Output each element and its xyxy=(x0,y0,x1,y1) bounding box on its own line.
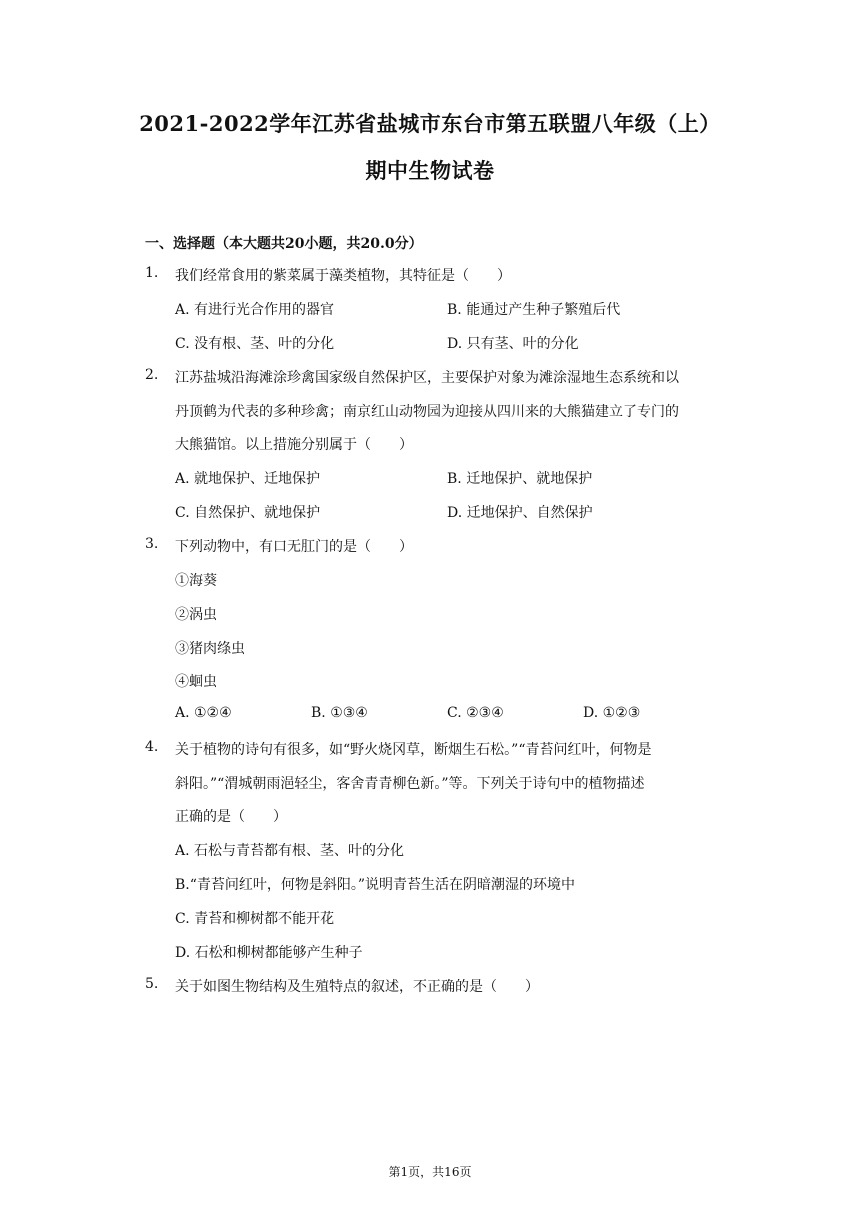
question-3-option-d: D. ①②③ xyxy=(583,705,641,721)
question-4-stem-line-3: 正确的是（ ） xyxy=(175,809,287,825)
question-1-option-b: B. 能通过产生种子繁殖后代 xyxy=(447,302,621,318)
question-2-option-d: D. 迁地保护、自然保护 xyxy=(447,505,593,521)
question-1-number: 1. xyxy=(145,265,159,281)
page-footer: 第1页，共16页 xyxy=(388,1165,472,1179)
question-2-option-b: B. 迁地保护、就地保护 xyxy=(447,471,593,487)
question-5-number: 5. xyxy=(145,976,159,992)
question-3-option-a: A. ①②④ xyxy=(175,705,232,721)
question-2-option-c: C. 自然保护、就地保护 xyxy=(175,505,321,521)
question-1-stem: 我们经常食用的紫菜属于藻类植物，其特征是（ ） xyxy=(175,268,511,284)
question-4-option-b: B.“青苔问红叶，何物是斜阳。”说明青苔生活在阴暗潮湿的环境中 xyxy=(175,877,576,893)
question-3-item-2: ②涡虫 xyxy=(175,607,217,623)
question-2-option-a: A. 就地保护、迁地保护 xyxy=(175,471,321,487)
question-4-option-c: C. 青苔和柳树都不能开花 xyxy=(175,911,335,927)
question-1-option-a: A. 有进行光合作用的器官 xyxy=(175,302,335,318)
question-2-stem-line-2: 丹顶鹤为代表的多种珍禽；南京红山动物园为迎接从四川来的大熊猫建立了专门的 xyxy=(175,404,679,420)
question-4-number: 4. xyxy=(145,739,159,755)
question-2-stem-line-3: 大熊猫馆。以上措施分别属于（ ） xyxy=(175,437,413,453)
question-3-option-b: B. ①③④ xyxy=(311,705,368,721)
question-2-number: 2. xyxy=(145,367,159,383)
question-3-item-1: ①海葵 xyxy=(175,573,217,589)
question-3-stem: 下列动物中，有口无肛门的是（ ） xyxy=(175,539,413,555)
page-title-line-1: 2021-2022学年江苏省盐城市东台市第五联盟八年级（上） xyxy=(139,111,721,136)
question-3-item-4: ④蛔虫 xyxy=(175,674,217,690)
question-5-stem: 关于如图生物结构及生殖特点的叙述，不正确的是（ ） xyxy=(175,979,539,995)
question-1-option-d: D. 只有茎、叶的分化 xyxy=(447,336,579,352)
question-3-option-c: C. ②③④ xyxy=(447,705,504,721)
question-4-stem-line-1: 关于植物的诗句有很多，如“野火烧冈草，断烟生石松。”“青苔问红叶，何物是 xyxy=(175,742,652,758)
question-3-number: 3. xyxy=(145,536,159,552)
question-3-item-3: ③猪肉绦虫 xyxy=(175,641,245,657)
question-4-option-d: D. 石松和柳树都能够产生种子 xyxy=(175,945,363,961)
page-title-line-2: 期中生物试卷 xyxy=(365,158,495,183)
question-2-stem-line-1: 江苏盐城沿海滩涂珍禽国家级自然保护区，主要保护对象为滩涂湿地生态系统和以 xyxy=(175,370,679,386)
question-4-option-a: A. 石松与青苔都有根、茎、叶的分化 xyxy=(175,843,405,859)
section-heading: 一、选择题（本大题共20小题，共20.0分） xyxy=(145,236,423,252)
question-4-stem-line-2: 斜阳。”“渭城朝雨浥轻尘，客舍青青柳色新。”等。下列关于诗句中的植物描述 xyxy=(175,776,645,792)
question-1-option-c: C. 没有根、茎、叶的分化 xyxy=(175,336,335,352)
